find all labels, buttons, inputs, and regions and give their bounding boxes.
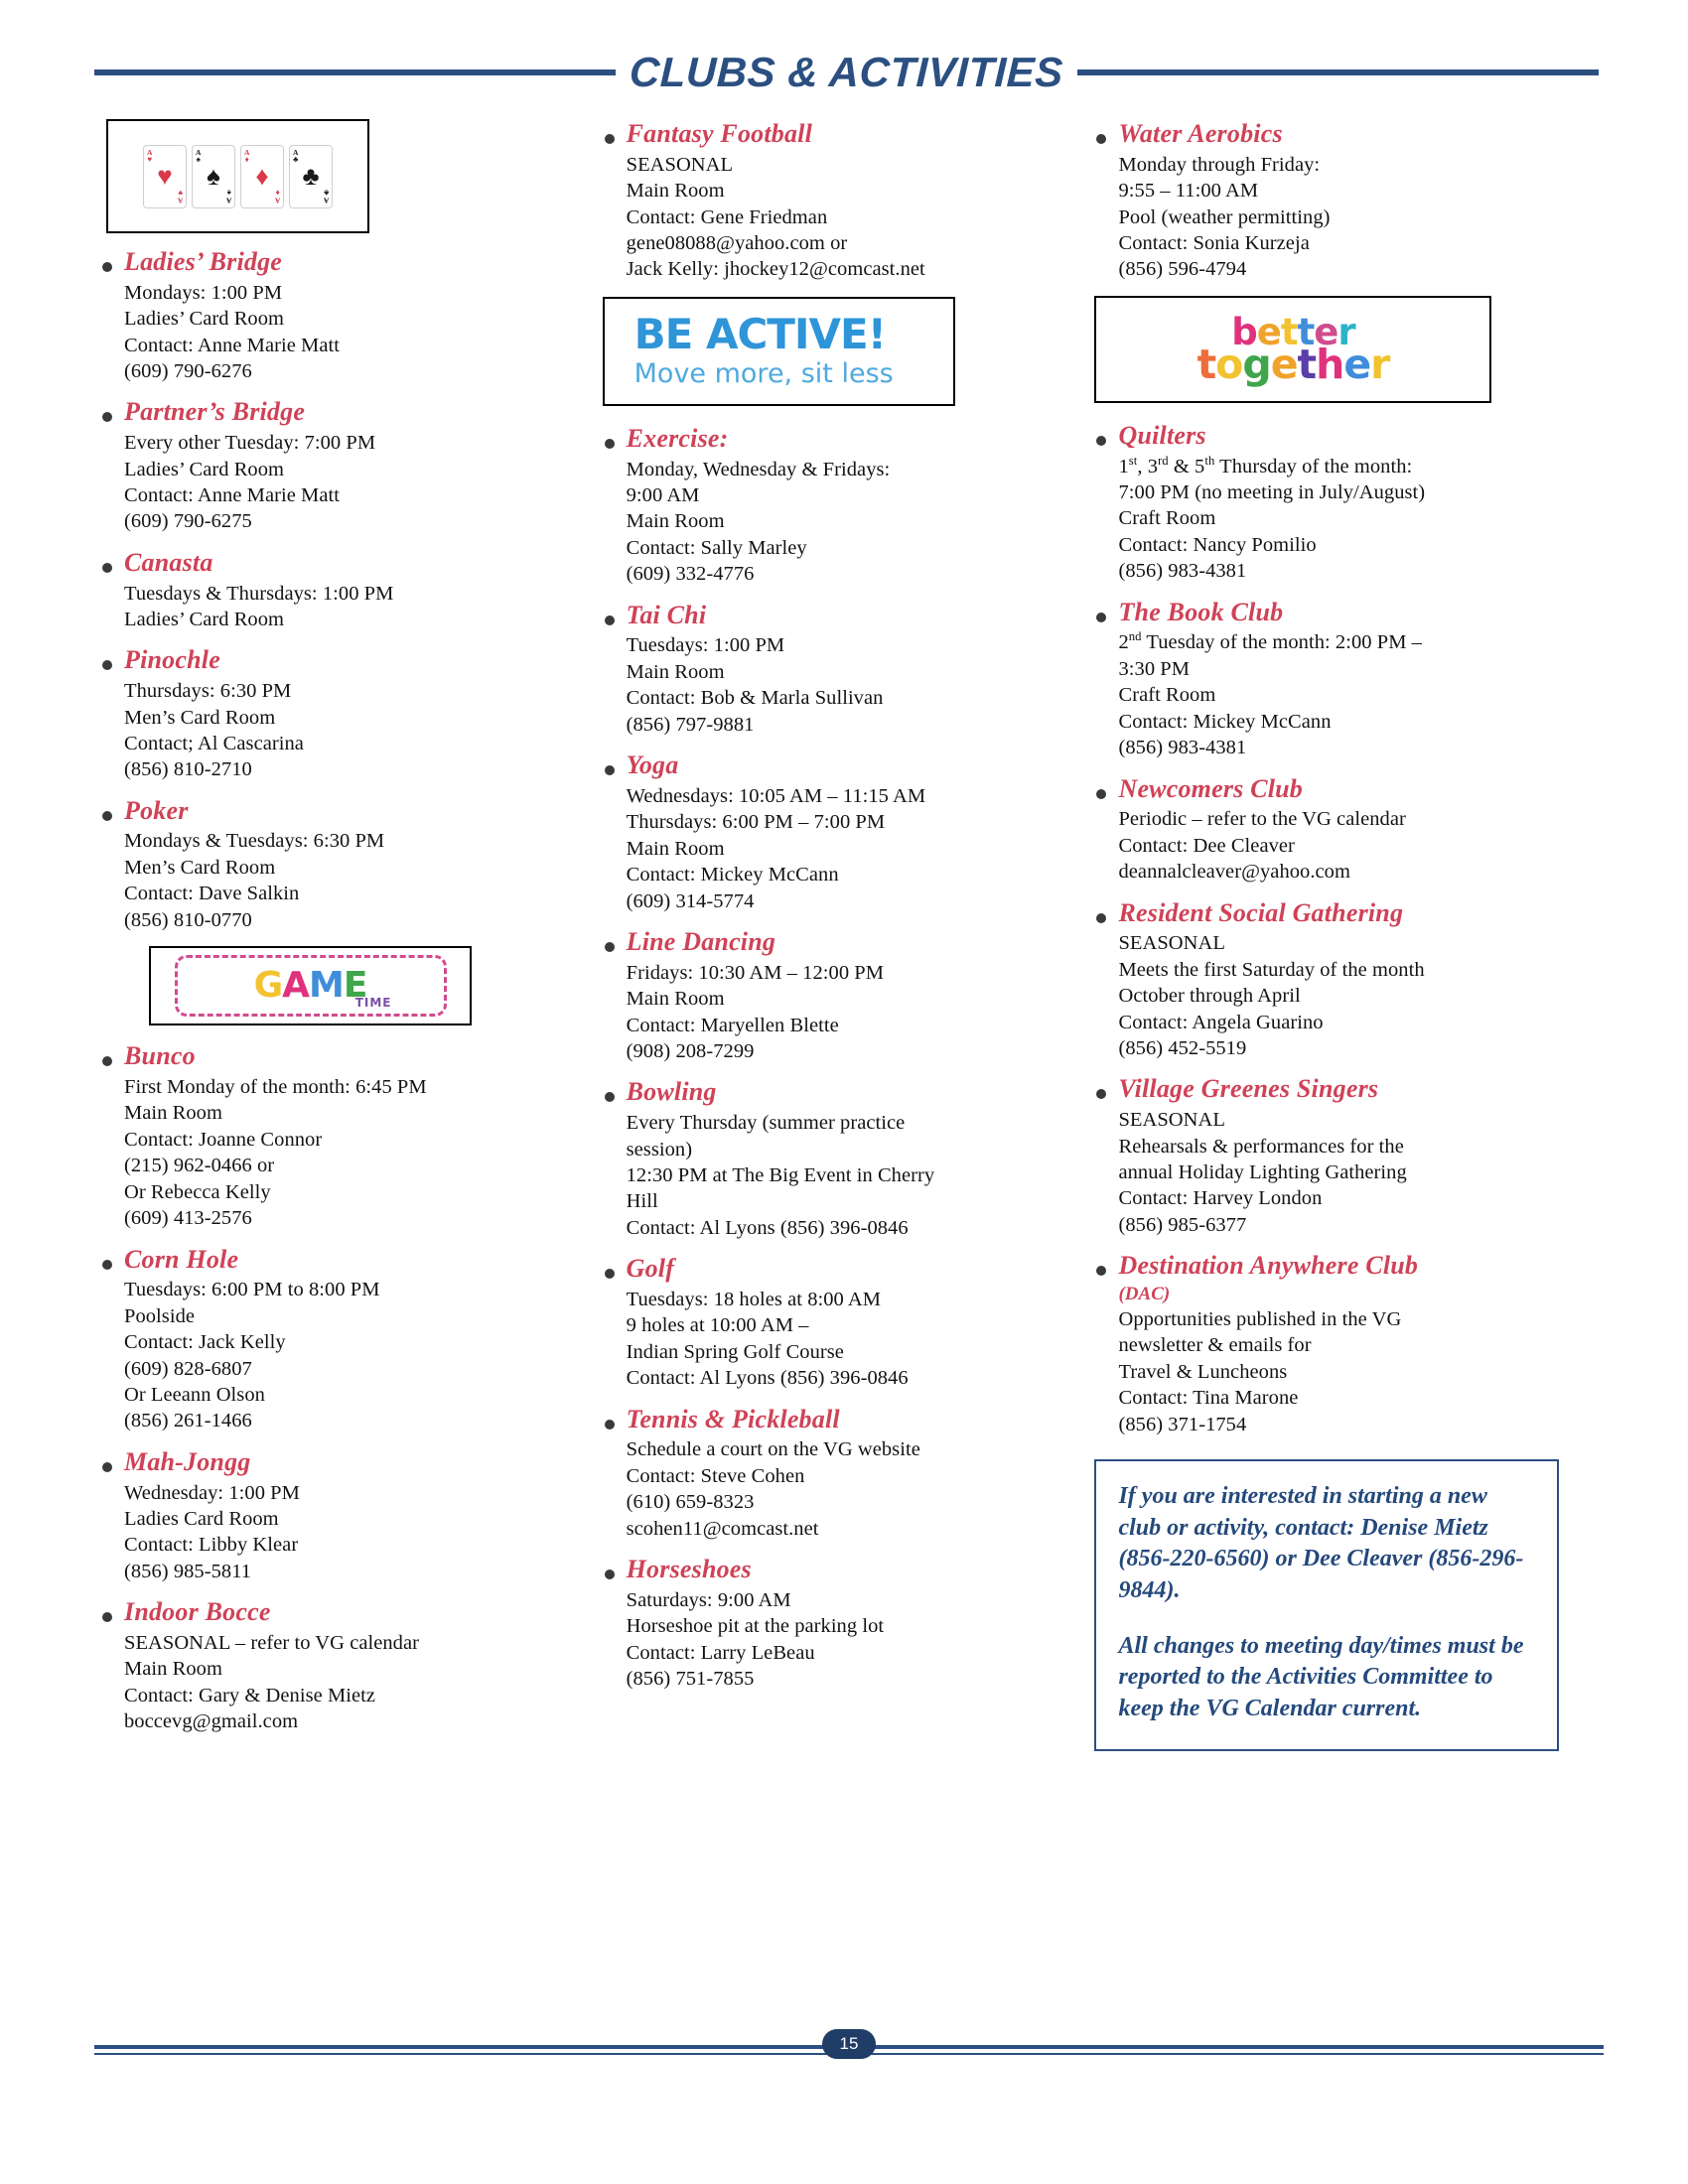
bullet-icon [597,601,627,738]
activity-detail-line: 9 holes at 10:00 AM – [626,1314,809,1337]
ace-of-diamonds-card: A ♦ ♦ A ♦ [240,145,284,208]
cards-group [143,145,333,208]
activity-detail-line: Contact: Dee Cleaver [1118,834,1295,857]
activity-entry-body [627,1254,1054,1391]
activity-detail-line: Contact: Tina Marone [1118,1387,1299,1410]
activity-entry-body [627,751,1054,914]
activity-detail-line: (609) 332-4776 [626,563,755,586]
activity-detail-line: Contact: Angela Guarino [1118,1011,1324,1033]
activity-title: Water Aerobics [1118,119,1283,148]
activity-entry-body [124,548,561,633]
activity-detail-line: 1st, 3rd & 5th Thursday of the month: [1118,453,1413,478]
activity-detail-line: (856) 261-1466 [124,1410,252,1433]
content-columns [94,119,1604,1751]
activity-detail-line: Wednesday: 1:00 PM [124,1481,300,1504]
activity-detail-line: Opportunities published in the VG [1118,1307,1402,1330]
activity-detail-line: Main Room [124,1102,222,1125]
activity-entry [1088,774,1604,886]
activity-detail-line: Main Room [124,1658,222,1681]
activity-detail-line: session) [626,1138,693,1160]
activity-entry [597,1405,1054,1542]
activity-detail-line: Tuesdays: 1:00 PM [626,634,785,657]
activity-detail-line: gene08088@yahoo.com or [626,231,848,254]
activity-entry-body [1118,1251,1604,1437]
activity-detail-line: 12:30 PM at The Big Event in Cherry [626,1163,935,1186]
activity-detail-line: (610) 659-8323 [626,1491,755,1514]
column-left [94,119,561,1751]
activity-title: Exercise: [626,423,729,453]
bullet-icon [597,751,627,914]
activity-entry [94,247,561,384]
activity-detail-line: Contact: Al Lyons (856) 396-0846 [626,1216,909,1239]
bullet-icon [1088,598,1118,761]
activity-detail-line: (609) 790-6275 [124,510,252,533]
activity-entry [597,1555,1054,1692]
activity-detail-line: Contact: Libby Klear [124,1534,299,1557]
activity-detail-line: Contact: Joanne Connor [124,1128,323,1151]
activity-detail-line: Main Room [626,510,725,533]
activity-detail-line: Contact: Anne Marie Matt [124,334,340,356]
activity-detail-line: (856) 810-0770 [124,908,252,931]
ace-of-hearts-card: A ♥ ♥ A ♥ [143,145,187,208]
ace-of-spades-card: A ♠ ♠ A ♠ [192,145,235,208]
activity-entry-body [124,397,561,534]
activity-entry [94,1245,561,1434]
activity-entry-body [1118,119,1604,283]
activity-detail-line: (609) 828-6807 [124,1357,252,1380]
activity-entry-body [124,645,561,782]
activity-entry [94,548,561,633]
activity-entry [597,601,1054,738]
activity-entry-body [627,1077,1054,1241]
activity-entry [94,645,561,782]
playing-cards-image [106,119,369,233]
activity-detail-line: (856) 810-2710 [124,758,252,781]
activity-title: Mah-Jongg [124,1446,251,1476]
activity-detail-line: Contact: Sonia Kurzeja [1118,231,1310,254]
activity-detail-line: Contact; Al Cascarina [124,732,304,754]
activity-detail-line: Tuesdays: 18 holes at 8:00 AM [626,1288,882,1310]
note-paragraph-2: All changes to meeting day/times must be reported to the Activities Committee to keep the VG Calendar current. [1118,1632,1524,1722]
activity-detail-line: Ladies’ Card Room [124,458,285,480]
activity-entry-body [124,1041,561,1231]
activity-entry [597,1254,1054,1391]
activity-title: Golf [626,1254,675,1284]
bullet-icon [1088,119,1118,283]
better-together-art [1196,310,1390,388]
activity-detail-line: Mondays & Tuesdays: 6:30 PM [124,830,385,853]
bullet-icon [94,397,124,534]
activity-detail-line: Wednesdays: 10:05 AM – 11:15 AM [626,784,926,807]
right-entries-bottom [1088,421,1604,1437]
activity-detail-line: Indian Spring Golf Course [626,1340,844,1363]
activity-entry [94,397,561,534]
left-entries-bottom [94,1041,561,1734]
activity-title: Canasta [124,547,213,577]
activity-title: Indoor Bocce [124,1597,271,1627]
activity-detail-line: Contact: Sally Marley [626,536,807,559]
left-entries-top [94,247,561,933]
activity-detail-line: Tuesdays: 6:00 PM to 8:00 PM [124,1279,380,1301]
activity-entry [94,796,561,933]
activity-detail-line: Or Rebecca Kelly [124,1180,271,1203]
game-time-border [175,955,447,1017]
bullet-icon [1088,1074,1118,1238]
activity-detail-line: Or Leeann Olson [124,1383,265,1406]
note-paragraph-1: If you are interested in starting a new club or activity, contact: Denise Mietz (856-220-6560) or Dee Cleaver (856-296-9844). [1118,1482,1524,1603]
activity-detail-line: Rehearsals & performances for the [1118,1135,1404,1158]
activity-detail-line: Contact: Harvey London [1118,1187,1323,1210]
activity-detail-line: Fridays: 10:30 AM – 12:00 PM [626,961,885,984]
activity-detail-line: scohen11@comcast.net [626,1517,819,1540]
activity-detail-line: Poolside [124,1304,196,1327]
bullet-icon [597,424,627,588]
bullet-icon [1088,421,1118,585]
activity-entry-body [1118,421,1604,585]
activity-detail-line: Contact: Larry LeBeau [626,1641,815,1664]
activity-entry [1088,421,1604,585]
activity-title: Resident Social Gathering [1118,897,1404,927]
activity-detail-line: Contact: Anne Marie Matt [124,483,340,506]
activity-entry [597,1077,1054,1241]
bullet-icon [94,645,124,782]
activity-subtitle: (DAC) [1118,1283,1171,1304]
bullet-icon [597,119,627,283]
activity-entry [1088,1074,1604,1238]
activity-detail-line: Contact: Dave Salkin [124,883,300,905]
activity-detail-line: Contact: Gene Friedman [626,205,828,228]
bullet-icon [597,927,627,1064]
activity-detail-line: Monday, Wednesday & Fridays: [626,458,891,480]
bullet-icon [94,796,124,933]
activity-detail-line: Every Thursday (summer practice [626,1112,906,1135]
page-masthead [94,48,1599,97]
activity-entry-body [1118,1074,1604,1238]
activity-entry-body [1118,598,1604,761]
activity-detail-line: Contact: Mickey McCann [626,864,839,887]
activity-detail-line: (856) 371-1754 [1118,1413,1247,1435]
activity-entry-body [1118,898,1604,1062]
activity-detail-line: boccevg@gmail.com [124,1710,299,1733]
activity-entry-body [627,601,1054,738]
activity-detail-line: Contact: Jack Kelly [124,1331,286,1354]
activity-entry [94,1447,561,1584]
activity-entry-body [627,927,1054,1064]
activity-title: Yoga [626,751,679,780]
activity-detail-line: 9:00 AM [626,483,700,506]
activity-detail-line: SEASONAL [1118,1109,1225,1132]
better-together-line2: together [1196,340,1390,388]
activity-title: Partner’s Bridge [124,397,306,427]
activity-detail-line: Main Room [626,660,725,683]
activity-detail-line: First Monday of the month: 6:45 PM [124,1075,427,1098]
activity-entry [597,424,1054,588]
activity-detail-line: SEASONAL – refer to VG calendar [124,1631,420,1654]
activity-entry [597,119,1054,283]
activity-title: Ladies’ Bridge [124,247,283,276]
column-middle [597,119,1054,1751]
activity-title: Destination Anywhere Club [1118,1251,1419,1281]
activity-entry-body [627,1405,1054,1542]
activity-entry [1088,898,1604,1062]
activity-detail-line: Monday through Friday: [1118,153,1321,176]
activity-detail-line: Contact: Nancy Pomilio [1118,533,1317,556]
activity-title: Poker [124,795,189,825]
middle-entries-top [597,119,1054,283]
activity-title: Horseshoes [626,1555,752,1584]
activity-detail-line: Contact: Maryellen Blette [626,1014,839,1036]
activity-detail-line: (856) 983-4381 [1118,560,1247,583]
starting-a-club-note-box [1094,1459,1559,1751]
activity-entry [1088,598,1604,761]
activity-entry-body [124,247,561,384]
activity-detail-line: Mondays: 1:00 PM [124,281,283,304]
page-number-badge: 15 [822,2029,876,2059]
activity-detail-line: newsletter & emails for [1118,1334,1312,1357]
activity-detail-line: Ladies Card Room [124,1507,279,1530]
activity-detail-line: (856) 983-4381 [1118,737,1247,759]
page-footer [94,2034,1604,2055]
activity-entry-body [627,424,1054,588]
activity-detail-line: Contact: Steve Cohen [626,1464,805,1487]
activity-detail-line: Thursdays: 6:30 PM [124,680,292,703]
masthead-rule-right [1077,69,1599,75]
activity-entry [597,751,1054,914]
bullet-icon [597,1077,627,1241]
bullet-icon [94,1245,124,1434]
activity-detail-line: (856) 985-6377 [1118,1213,1247,1236]
activity-detail-line: Saturdays: 9:00 AM [626,1588,791,1611]
activity-entry-body [124,1447,561,1584]
activity-entry-body [124,1597,561,1734]
activity-detail-line: Main Room [626,837,725,860]
better-together-image [1094,296,1491,403]
activity-detail-line: Hill [626,1190,658,1213]
activity-entry-body [627,119,1054,283]
activity-title: Tennis & Pickleball [626,1404,840,1433]
bullet-icon [94,1447,124,1584]
activity-entry-body [124,796,561,933]
right-entries-top [1088,119,1604,283]
activity-title: The Book Club [1118,597,1284,626]
activity-entry-body [124,1245,561,1434]
activity-detail-line: 7:00 PM (no meeting in July/August) [1118,480,1426,503]
game-time-subtext: TIME [354,996,392,1011]
bullet-icon [94,247,124,384]
bullet-icon [94,1041,124,1231]
activity-title: Corn Hole [124,1244,239,1274]
activity-title: Village Greenes Singers [1118,1074,1379,1104]
activity-detail-line: 2nd Tuesday of the month: 2:00 PM – [1118,629,1422,654]
bullet-icon [94,548,124,633]
activity-detail-line: (856) 452-5519 [1118,1036,1247,1059]
activity-detail-line: 9:55 – 11:00 AM [1118,180,1259,203]
activity-entry [597,927,1054,1064]
activity-detail-line: Craft Room [1118,507,1216,530]
activity-detail-line: 3:30 PM [1118,657,1191,680]
bullet-icon [597,1405,627,1542]
activity-detail-line: Main Room [626,180,725,203]
activity-title: Newcomers Club [1118,773,1303,803]
activity-entry [1088,1251,1604,1437]
bullet-icon [597,1555,627,1692]
activity-entry [1088,119,1604,283]
bullet-icon [597,1254,627,1391]
activity-detail-line: Meets the first Saturday of the month [1118,958,1425,981]
activity-detail-line: Pool (weather permitting) [1118,205,1331,228]
be-active-title: BE ACTIVE! [633,309,886,358]
activity-detail-line: Every other Tuesday: 7:00 PM [124,432,376,455]
activity-detail-line: Travel & Luncheons [1118,1360,1288,1383]
game-time-image [149,946,472,1025]
activity-title: Tai Chi [626,600,707,629]
activity-title: Quilters [1118,420,1206,450]
middle-entries-bottom [597,424,1054,1693]
better-together-line1: better [1231,310,1355,353]
activity-detail-line: Contact: Al Lyons (856) 396-0846 [626,1367,909,1390]
page-title: CLUBS & ACTIVITIES [629,49,1064,95]
column-right [1088,119,1604,1751]
activity-detail-line: Thursdays: 6:00 PM – 7:00 PM [626,811,886,834]
bullet-icon [1088,898,1118,1062]
activity-detail-line: (609) 790-6276 [124,359,252,382]
activity-detail-line: Craft Room [1118,684,1216,707]
activity-detail-line: SEASONAL [626,153,734,176]
activity-detail-line: (908) 208-7299 [626,1039,755,1062]
activity-detail-line: (856) 596-4794 [1118,258,1247,281]
activity-detail-line: October through April [1118,985,1301,1008]
activity-detail-line: deannalcleaver@yahoo.com [1118,861,1350,884]
masthead-rule-left [94,69,616,75]
activity-detail-line: (856) 797-9881 [626,713,755,736]
activity-detail-line: Men’s Card Room [124,856,276,879]
activity-entry-body [1118,774,1604,886]
activity-detail-line: annual Holiday Lighting Gathering [1118,1160,1407,1183]
activity-detail-line: Jack Kelly: jhockey12@comcast.net [626,258,925,281]
activity-title: Bowling [626,1077,717,1107]
ace-of-clubs-card: A ♣ ♣ A ♣ [289,145,333,208]
activity-detail-line: (215) 962-0466 or [124,1155,275,1177]
activity-detail-line: Contact: Mickey McCann [1118,710,1332,733]
activity-title: Pinochle [124,645,220,675]
bullet-icon [1088,1251,1118,1437]
activity-entry [94,1597,561,1734]
be-active-subtitle: Move more, sit less [633,357,894,389]
activity-title: Bunco [124,1041,196,1071]
bullet-icon [1088,774,1118,886]
activity-title: Line Dancing [626,927,776,956]
activity-detail-line: (609) 314-5774 [626,889,755,912]
activity-title: Fantasy Football [626,119,813,148]
game-time-letters: GAME [253,965,367,1007]
activity-detail-line: (856) 985-5811 [124,1560,252,1582]
activity-entry [94,1041,561,1231]
activity-entry-body [627,1555,1054,1692]
activity-detail-line: (856) 751-7855 [626,1668,755,1691]
bullet-icon [94,1597,124,1734]
activity-detail-line: Contact: Bob & Marla Sullivan [626,687,884,710]
be-active-banner [603,297,955,406]
activity-detail-line: Ladies’ Card Room [124,308,285,331]
activity-detail-line: Horseshoe pit at the parking lot [626,1615,885,1638]
activity-detail-line: Ladies’ Card Room [124,608,285,630]
activity-detail-line: Men’s Card Room [124,706,276,729]
activity-detail-line: SEASONAL [1118,932,1225,955]
activity-detail-line: Main Room [626,988,725,1011]
activity-detail-line: (609) 413-2576 [124,1207,252,1230]
activity-detail-line: Schedule a court on the VG website [626,1438,920,1461]
activity-detail-line: Tuesdays & Thursdays: 1:00 PM [124,582,394,605]
activity-detail-line: Periodic – refer to the VG calendar [1118,808,1406,831]
activity-detail-line: Contact: Gary & Denise Mietz [124,1684,376,1706]
